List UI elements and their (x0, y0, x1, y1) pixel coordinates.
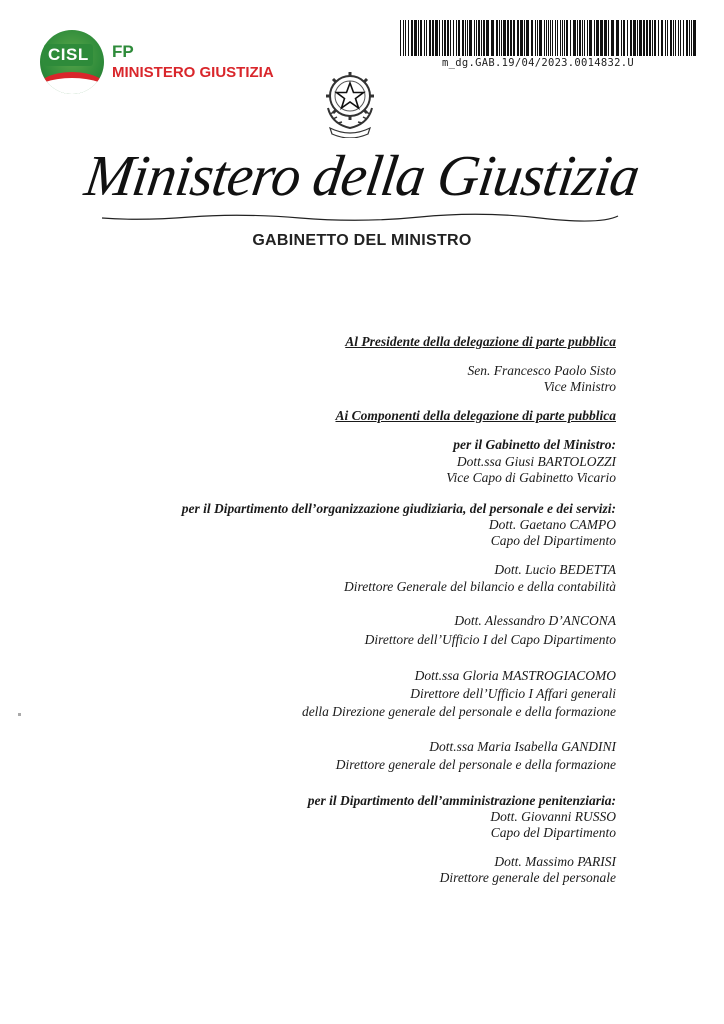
addressee-heading: Al Presidente della delegazione di parte pubblica (345, 334, 616, 349)
addressee-role: Vice Capo di Gabinetto Vicario (446, 470, 616, 485)
addressee-name: Dott. Massimo PARISI (494, 854, 616, 869)
addressee-name: Dott. Giovanni RUSSO (490, 809, 616, 824)
office-heading: GABINETTO DEL MINISTRO (252, 232, 472, 249)
addressee-role: Capo del Dipartimento (490, 533, 616, 548)
addressee-heading: per il Dipartimento dell’amministrazione penitenziaria: (307, 793, 616, 808)
logo-secondary-text: FP (112, 42, 134, 61)
addressee-heading: per il Gabinetto del Ministro: (453, 437, 616, 452)
addressee-name: Dott. Alessandro D’ANCONA (454, 613, 616, 628)
scan-speck (18, 713, 21, 716)
addressee-role: Direttore generale del personale e della formazione (335, 757, 616, 772)
addressee-name: Dott.ssa Maria Isabella GANDINI (429, 739, 616, 754)
logo-primary-text: CISL (44, 44, 93, 66)
addressee-heading: Ai Componenti della delegazione di parte pubblica (335, 408, 616, 423)
addressee-name: Dott.ssa Gloria MASTROGIACOMO (414, 668, 616, 683)
addressee-role: Direttore generale del personale (439, 870, 616, 885)
addressee-name: Dott.ssa Giusi BARTOLOZZI (456, 454, 616, 469)
addressee-role: Capo del Dipartimento (490, 825, 616, 840)
addressee-heading: per il Dipartimento dell’organizzazione giudiziaria, del personale e dei servizi: (181, 501, 616, 516)
addressee-role: della Direzione generale del personale e della formazione (301, 704, 616, 719)
logo-subtitle: MINISTERO GIUSTIZIA (112, 64, 274, 81)
addressee-name: Dott. Lucio BEDETTA (494, 562, 616, 577)
addressee-role: Direttore dell’Ufficio I Affari generali (410, 686, 616, 701)
addressee-name: Dott. Gaetano CAMPO (488, 517, 616, 532)
addressee-role: Direttore dell’Ufficio I del Capo Dipartimento (364, 632, 616, 647)
ministry-title: Ministero della Giustizia (80, 143, 643, 208)
addressee-name: Sen. Francesco Paolo Sisto (467, 363, 616, 378)
protocol-number: m_dg.GAB.19/04/2023.0014832.U (442, 57, 635, 69)
addressee-role: Direttore Generale del bilancio e della contabilità (344, 579, 616, 594)
addressee-role: Vice Ministro (543, 379, 616, 394)
